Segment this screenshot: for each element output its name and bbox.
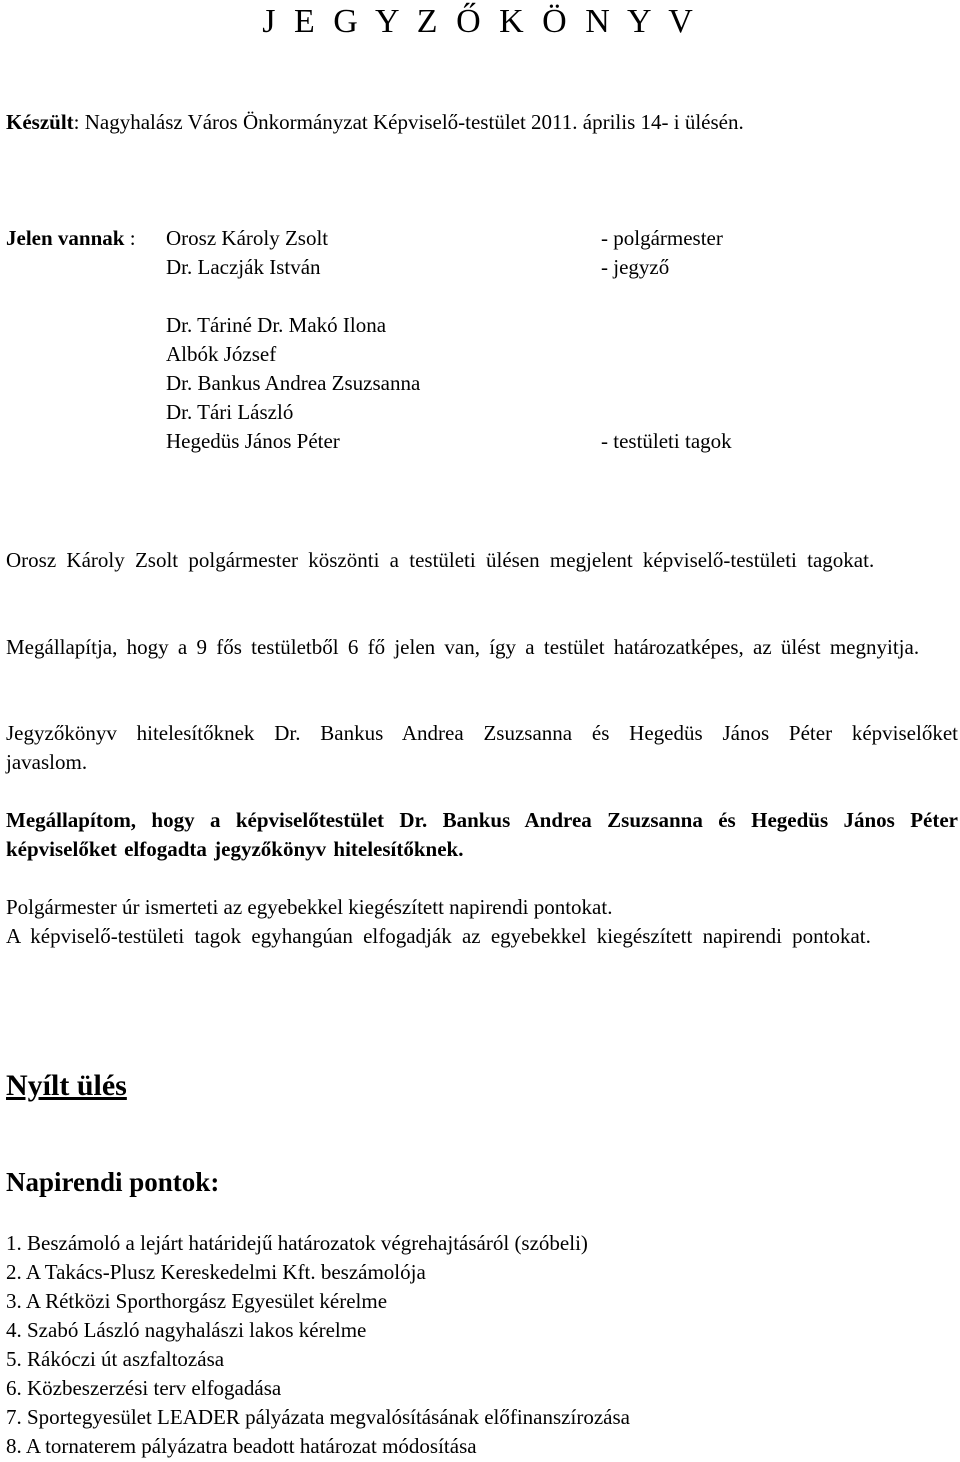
- present-label: Jelen vannak: [6, 226, 125, 250]
- present-name: Dr. Tári László: [166, 400, 294, 424]
- present-name: Dr. Táriné Dr. Makó Ilona: [166, 313, 387, 337]
- paragraph-welcome: Orosz Károly Zsolt polgármester köszönti a testületi ülésen megjelent képviselő-testületi tagokat.: [6, 548, 875, 572]
- present-name: Orosz Károly Zsolt: [166, 226, 329, 250]
- agenda-item: 8. A tornaterem pályázatra beadott határozat módosítása: [6, 1434, 477, 1458]
- made-label: Készült: [6, 110, 74, 134]
- agenda-item: 2. A Takács-Plusz Kereskedelmi Kft. beszámolója: [6, 1260, 426, 1284]
- present-name: Albók József: [166, 342, 277, 366]
- section-title: Nyílt ülés: [6, 1069, 127, 1102]
- agenda-item: 5. Rákóczi út aszfaltozása: [6, 1347, 225, 1371]
- present-name: Dr. Bankus Andrea Zsuzsanna: [166, 371, 421, 395]
- paragraph-agenda-accepted: A képviselő-testületi tagok egyhangúan elfogadják az egyebekkel kiegészített napirendi pontokat.: [6, 924, 871, 948]
- paragraph-proposal: Jegyzőkönyv hitelesítőknek Dr. Bankus Andrea Zsuzsanna és Hegedüs János Péter képviselőket javaslom.: [6, 721, 958, 774]
- paragraph-quorum: Megállapítja, hogy a 9 fős testületből 6 fő jelen van, így a testület határozatképes, az ülést megnyitja.: [6, 635, 920, 659]
- present-role: - polgármester: [601, 226, 723, 250]
- agenda-item: 4. Szabó László nagyhalászi lakos kérelme: [6, 1318, 367, 1342]
- agenda-item: 3. A Rétközi Sporthorgász Egyesület kérelme: [6, 1289, 388, 1313]
- present-name: Dr. Laczják István: [166, 255, 321, 279]
- document-title: J E G Y Z Ő K Ö N Y V: [262, 3, 698, 40]
- made-line: [6, 108, 744, 137]
- present-label-line: [6, 224, 136, 253]
- present-role: - testületi tagok: [601, 429, 732, 453]
- agenda-title: Napirendi pontok:: [6, 1167, 220, 1197]
- present-role: - jegyző: [601, 255, 670, 279]
- paragraph-agenda-intro: Polgármester úr ismerteti az egyebekkel kiegészített napirendi pontokat.: [6, 895, 613, 919]
- agenda-item: 7. Sportegyesület LEADER pályázata megvalósításának előfinanszírozása: [6, 1405, 630, 1429]
- paragraph-decision: Megállapítom, hogy a képviselőtestület Dr. Bankus Andrea Zsuzsanna és Hegedüs János Péter képviselőket elfogadta jegyzőkönyv hitelesítőknek.: [6, 808, 958, 861]
- agenda-item: 1. Beszámoló a lejárt határidejű határozatok végrehajtásáról (szóbeli): [6, 1231, 588, 1255]
- present-colon: :: [124, 226, 136, 250]
- agenda-item: 6. Közbeszerzési terv elfogadása: [6, 1376, 282, 1400]
- made-text: : Nagyhalász Város Önkormányzat Képviselő-testület 2011. április 14- i ülésén.: [73, 110, 744, 134]
- present-name: Hegedüs János Péter: [166, 429, 340, 453]
